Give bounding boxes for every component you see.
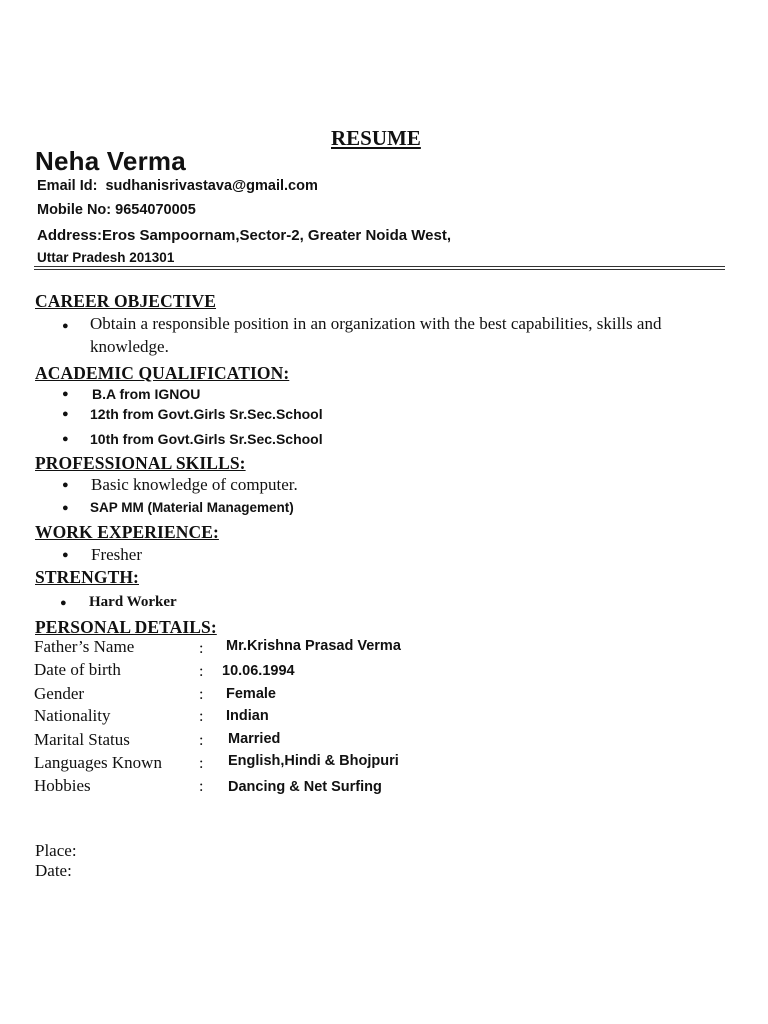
header-divider-bottom xyxy=(34,269,725,270)
work-heading: WORK EXPERIENCE: xyxy=(35,522,219,542)
date-label: Date: xyxy=(35,861,72,880)
personal-separator: : xyxy=(199,732,204,749)
personal-label: Hobbies xyxy=(34,776,91,795)
bullet-icon: ● xyxy=(62,408,69,420)
personal-separator: : xyxy=(199,686,204,703)
personal-separator: : xyxy=(199,708,204,725)
academic-item: B.A from IGNOU xyxy=(92,386,201,402)
academic-heading: ACADEMIC QUALIFICATION: xyxy=(35,363,290,383)
skills-heading: PROFESSIONAL SKILLS: xyxy=(35,453,246,473)
academic-item: 10th from Govt.Girls Sr.Sec.School xyxy=(90,431,323,447)
bullet-icon: ● xyxy=(62,502,69,514)
academic-item: 12th from Govt.Girls Sr.Sec.School xyxy=(90,406,323,422)
place-label: Place: xyxy=(35,841,77,860)
personal-value: 10.06.1994 xyxy=(222,663,295,679)
candidate-name: Neha Verma xyxy=(35,146,186,176)
personal-heading: PERSONAL DETAILS: xyxy=(35,617,217,637)
bullet-icon: ● xyxy=(62,388,69,400)
mobile-line xyxy=(37,202,196,218)
skills-item: SAP MM (Material Management) xyxy=(90,500,294,515)
personal-value: Married xyxy=(228,731,281,747)
personal-separator: : xyxy=(199,640,204,657)
career-objective-heading: CAREER OBJECTIVE xyxy=(35,291,217,311)
bullet-icon: ● xyxy=(62,549,69,561)
resume-title: RESUME xyxy=(331,126,421,150)
personal-value: Female xyxy=(226,686,276,702)
header-divider-top xyxy=(34,266,725,267)
personal-value: English,Hindi & Bhojpuri xyxy=(228,753,399,769)
personal-label: Nationality xyxy=(34,706,111,725)
personal-separator: : xyxy=(199,755,204,772)
personal-label: Languages Known xyxy=(34,753,162,772)
address-line-2: Uttar Pradesh 201301 xyxy=(37,250,175,265)
email-line xyxy=(37,178,318,194)
personal-value: Mr.Krishna Prasad Verma xyxy=(226,638,401,654)
bullet-icon: ● xyxy=(60,597,67,609)
personal-label: Marital Status xyxy=(34,730,130,749)
personal-label: Date of birth xyxy=(34,660,121,679)
strength-item: Hard Worker xyxy=(89,594,177,610)
personal-label: Gender xyxy=(34,684,85,703)
personal-separator: : xyxy=(199,778,204,795)
bullet-icon: ● xyxy=(62,320,69,332)
career-objective-line-1: Obtain a responsible position in an organization with the best capabilities, skills and xyxy=(90,314,662,333)
work-item: Fresher xyxy=(91,545,142,564)
personal-label: Father’s Name xyxy=(34,637,135,656)
email-label: Email Id: xyxy=(37,178,98,194)
email-value: sudhanisrivastava@gmail.com xyxy=(105,178,318,194)
personal-value: Indian xyxy=(226,708,269,724)
skills-item: Basic knowledge of computer. xyxy=(91,475,298,494)
personal-value: Dancing & Net Surfing xyxy=(228,779,382,795)
address-line-1: Address:Eros Sampoornam,Sector-2, Greater Noida West, xyxy=(37,227,452,244)
career-objective-line-2: knowledge. xyxy=(90,337,169,356)
mobile-label: Mobile No: xyxy=(37,202,112,218)
bullet-icon: ● xyxy=(62,479,69,491)
personal-separator: : xyxy=(199,663,204,680)
strength-heading: STRENGTH: xyxy=(35,567,139,587)
mobile-value: 9654070005 xyxy=(115,202,196,218)
bullet-icon: ● xyxy=(62,433,69,445)
